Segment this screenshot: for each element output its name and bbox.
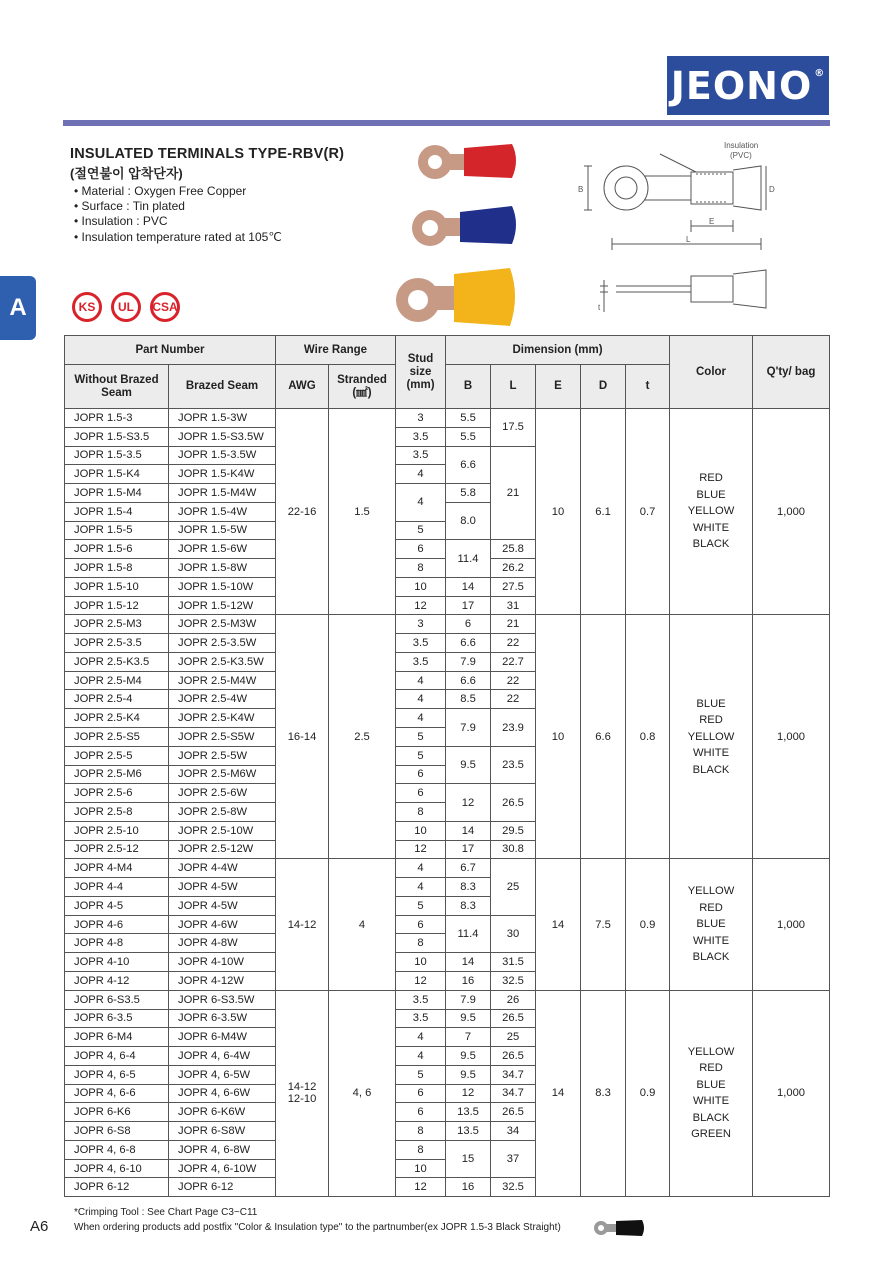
part-without-seam: JOPR 1.5-10 bbox=[65, 577, 169, 596]
ks-cert-icon: KS bbox=[72, 292, 102, 322]
stud-cell: 3.5 bbox=[396, 427, 446, 446]
header-dim-l: L bbox=[491, 365, 536, 409]
part-brazed-seam: JOPR 4-4W bbox=[169, 859, 276, 878]
part-without-seam: JOPR 6-S3.5 bbox=[65, 990, 169, 1009]
part-brazed-seam: JOPR 4-10W bbox=[169, 953, 276, 972]
spec-material: • Material : Oxygen Free Copper bbox=[74, 184, 282, 199]
dim-b-cell: 17 bbox=[446, 596, 491, 615]
dim-t-cell: 0.8 bbox=[626, 615, 670, 859]
part-without-seam: JOPR 6-3.5 bbox=[65, 1009, 169, 1028]
part-without-seam: JOPR 4-4 bbox=[65, 878, 169, 897]
color-option: BLACK bbox=[692, 763, 730, 776]
part-without-seam: JOPR 4-12 bbox=[65, 971, 169, 990]
part-without-seam: JOPR 1.5-12 bbox=[65, 596, 169, 615]
part-brazed-seam: JOPR 1.5-10W bbox=[169, 577, 276, 596]
color-option: BLACK bbox=[692, 1111, 730, 1124]
dim-b-cell: 11.4 bbox=[446, 915, 491, 953]
part-brazed-seam: JOPR 1.5-4W bbox=[169, 502, 276, 521]
dim-b-cell: 8.3 bbox=[446, 878, 491, 897]
dim-l-cell: 22 bbox=[491, 671, 536, 690]
part-without-seam: JOPR 4, 6-5 bbox=[65, 1065, 169, 1084]
dimension-drawing bbox=[576, 136, 786, 316]
stud-cell: 3 bbox=[396, 409, 446, 428]
dim-t-cell: 0.9 bbox=[626, 859, 670, 990]
header-dim-b: B bbox=[446, 365, 491, 409]
dim-t-cell: 0.9 bbox=[626, 990, 670, 1196]
color-option: BLUE bbox=[696, 1078, 726, 1091]
color-option: WHITE bbox=[692, 747, 730, 760]
part-brazed-seam: JOPR 4-6W bbox=[169, 915, 276, 934]
color-option: YELLOW bbox=[687, 505, 735, 518]
part-without-seam: JOPR 1.5-5 bbox=[65, 521, 169, 540]
header-stranded-unit: (㎟) bbox=[352, 386, 372, 399]
ul-cert-icon: UL bbox=[111, 292, 141, 322]
stranded-cell: 2.5 bbox=[329, 615, 396, 859]
part-without-seam: JOPR 2.5-8 bbox=[65, 803, 169, 822]
part-without-seam: JOPR 2.5-12 bbox=[65, 840, 169, 859]
part-without-seam: JOPR 2.5-3.5 bbox=[65, 634, 169, 653]
table-row bbox=[65, 859, 830, 878]
dim-b-cell: 9.5 bbox=[446, 1065, 491, 1084]
part-without-seam: JOPR 2.5-K4 bbox=[65, 709, 169, 728]
part-brazed-seam: JOPR 6-S8W bbox=[169, 1122, 276, 1141]
stud-cell: 3.5 bbox=[396, 446, 446, 465]
stud-cell: 4 bbox=[396, 878, 446, 897]
header-stud-size bbox=[396, 336, 446, 409]
dim-l-cell: 31 bbox=[491, 596, 536, 615]
part-without-seam: JOPR 2.5-M3 bbox=[65, 615, 169, 634]
product-title: INSULATED TERMINALS TYPE-RBV(R) bbox=[70, 146, 345, 162]
part-without-seam: JOPR 2.5-M4 bbox=[65, 671, 169, 690]
part-brazed-seam: JOPR 2.5-M4W bbox=[169, 671, 276, 690]
part-brazed-seam: JOPR 6-M4W bbox=[169, 1028, 276, 1047]
stud-cell: 4 bbox=[396, 465, 446, 484]
table-row bbox=[65, 409, 830, 428]
header-wire-range: Wire Range bbox=[276, 336, 396, 365]
color-option: BLUE bbox=[696, 488, 726, 501]
table-row bbox=[65, 615, 830, 634]
color-option: BLUE bbox=[696, 918, 726, 931]
color-option: RED bbox=[699, 714, 723, 727]
dim-b-cell: 7.9 bbox=[446, 652, 491, 671]
stranded-cell: 1.5 bbox=[329, 409, 396, 615]
header-without-brazed-seam: Without Brazed Seam bbox=[65, 365, 169, 409]
dim-l-cell: 26.5 bbox=[491, 1103, 536, 1122]
part-without-seam: JOPR 6-12 bbox=[65, 1178, 169, 1197]
part-brazed-seam: JOPR 2.5-6W bbox=[169, 784, 276, 803]
color-cell bbox=[670, 859, 753, 990]
part-without-seam: JOPR 4, 6-10 bbox=[65, 1159, 169, 1178]
dim-e-cell: 10 bbox=[536, 409, 581, 615]
stud-cell: 8 bbox=[396, 559, 446, 578]
header-color: Color bbox=[670, 336, 753, 409]
stud-cell: 10 bbox=[396, 1159, 446, 1178]
brand-name: JEONO bbox=[670, 63, 813, 108]
stud-cell: 6 bbox=[396, 1084, 446, 1103]
awg-value: 14-12 bbox=[287, 1081, 317, 1094]
spec-list bbox=[74, 184, 282, 245]
part-brazed-seam: JOPR 4, 6-5W bbox=[169, 1065, 276, 1084]
drawing-label-insulation: Insulation bbox=[724, 141, 759, 150]
dim-b-cell: 6.6 bbox=[446, 671, 491, 690]
dim-l-cell: 21 bbox=[491, 446, 536, 540]
part-without-seam: JOPR 4-10 bbox=[65, 953, 169, 972]
stud-cell: 10 bbox=[396, 821, 446, 840]
dim-l-cell: 37 bbox=[491, 1140, 536, 1178]
part-brazed-seam: JOPR 1.5-S3.5W bbox=[169, 427, 276, 446]
part-brazed-seam: JOPR 4-5W bbox=[169, 896, 276, 915]
dim-l-cell: 22 bbox=[491, 690, 536, 709]
dim-l-cell: 32.5 bbox=[491, 1178, 536, 1197]
dim-l-cell: 32.5 bbox=[491, 971, 536, 990]
dim-b-cell: 7.9 bbox=[446, 990, 491, 1009]
header-dim-t: t bbox=[626, 365, 670, 409]
dim-b-cell: 13.5 bbox=[446, 1122, 491, 1141]
stud-cell: 6 bbox=[396, 540, 446, 559]
part-without-seam: JOPR 2.5-4 bbox=[65, 690, 169, 709]
dim-b-cell: 16 bbox=[446, 971, 491, 990]
dim-l-cell: 25 bbox=[491, 859, 536, 915]
drawing-label-t: t bbox=[598, 303, 601, 312]
color-cell bbox=[670, 615, 753, 859]
dim-e-cell: 14 bbox=[536, 990, 581, 1196]
yellow-insulation-sleeve bbox=[454, 268, 515, 326]
dim-l-cell: 30 bbox=[491, 915, 536, 953]
dim-e-cell: 10 bbox=[536, 615, 581, 859]
awg-value-2: 12-10 bbox=[287, 1093, 317, 1106]
brand-logo bbox=[667, 56, 829, 115]
part-without-seam: JOPR 1.5-K4 bbox=[65, 465, 169, 484]
drawing-label-b: B bbox=[578, 185, 584, 194]
dim-l-cell: 30.8 bbox=[491, 840, 536, 859]
dim-l-cell: 26.5 bbox=[491, 1009, 536, 1028]
part-brazed-seam: JOPR 2.5-5W bbox=[169, 746, 276, 765]
part-without-seam: JOPR 2.5-6 bbox=[65, 784, 169, 803]
part-brazed-seam: JOPR 2.5-K4W bbox=[169, 709, 276, 728]
red-terminal-image bbox=[412, 140, 522, 195]
stud-cell: 12 bbox=[396, 840, 446, 859]
dim-l-cell: 29.5 bbox=[491, 821, 536, 840]
product-subtitle: (절연불이 압착단자) bbox=[70, 166, 183, 181]
stud-cell: 5 bbox=[396, 521, 446, 540]
part-without-seam: JOPR 2.5-K3.5 bbox=[65, 652, 169, 671]
stud-cell: 8 bbox=[396, 803, 446, 822]
part-without-seam: JOPR 2.5-S5 bbox=[65, 728, 169, 747]
dim-l-cell: 34.7 bbox=[491, 1065, 536, 1084]
dim-d-cell: 7.5 bbox=[581, 859, 626, 990]
part-brazed-seam: JOPR 6-S3.5W bbox=[169, 990, 276, 1009]
color-option: RED bbox=[699, 1062, 723, 1075]
stud-cell: 4 bbox=[396, 690, 446, 709]
part-without-seam: JOPR 6-S8 bbox=[65, 1122, 169, 1141]
header-dimension: Dimension (mm) bbox=[446, 336, 670, 365]
part-brazed-seam: JOPR 4-12W bbox=[169, 971, 276, 990]
header-dim-d: D bbox=[581, 365, 626, 409]
part-brazed-seam: JOPR 2.5-M3W bbox=[169, 615, 276, 634]
dim-b-cell: 13.5 bbox=[446, 1103, 491, 1122]
part-without-seam: JOPR 6-K6 bbox=[65, 1103, 169, 1122]
stud-cell: 6 bbox=[396, 784, 446, 803]
dim-l-cell: 25 bbox=[491, 1028, 536, 1047]
stud-cell: 6 bbox=[396, 765, 446, 784]
dim-b-cell: 7.9 bbox=[446, 709, 491, 747]
part-brazed-seam: JOPR 4, 6-10W bbox=[169, 1159, 276, 1178]
part-brazed-seam: JOPR 2.5-3.5W bbox=[169, 634, 276, 653]
dim-b-cell: 14 bbox=[446, 821, 491, 840]
stud-cell: 4 bbox=[396, 484, 446, 522]
stud-cell: 3 bbox=[396, 615, 446, 634]
part-brazed-seam: JOPR 1.5-5W bbox=[169, 521, 276, 540]
header-qty: Q'ty/ bag bbox=[753, 336, 830, 409]
spec-table bbox=[64, 335, 830, 1197]
dim-b-cell: 6 bbox=[446, 615, 491, 634]
color-option: BLACK bbox=[692, 951, 730, 964]
part-brazed-seam: JOPR 4, 6-8W bbox=[169, 1140, 276, 1159]
part-without-seam: JOPR 4, 6-6 bbox=[65, 1084, 169, 1103]
registered-mark: ® bbox=[814, 68, 826, 79]
part-without-seam: JOPR 4-5 bbox=[65, 896, 169, 915]
dim-b-cell: 7 bbox=[446, 1028, 491, 1047]
dim-l-cell: 21 bbox=[491, 615, 536, 634]
stranded-cell: 4, 6 bbox=[329, 990, 396, 1196]
dim-b-cell: 9.5 bbox=[446, 1047, 491, 1066]
spec-surface: • Surface : Tin plated bbox=[74, 199, 282, 214]
dim-l-cell: 26.2 bbox=[491, 559, 536, 578]
header-stud-label: Stud size bbox=[407, 352, 434, 378]
part-brazed-seam: JOPR 1.5-12W bbox=[169, 596, 276, 615]
dim-b-cell: 14 bbox=[446, 953, 491, 972]
stud-cell: 10 bbox=[396, 953, 446, 972]
color-option: WHITE bbox=[692, 1095, 730, 1108]
spec-temperature: • Insulation temperature rated at 105℃ bbox=[74, 230, 282, 245]
part-brazed-seam: JOPR 1.5-8W bbox=[169, 559, 276, 578]
part-brazed-seam: JOPR 2.5-10W bbox=[169, 821, 276, 840]
part-without-seam: JOPR 2.5-5 bbox=[65, 746, 169, 765]
dim-b-cell: 8.0 bbox=[446, 502, 491, 540]
stud-cell: 5 bbox=[396, 896, 446, 915]
awg-cell bbox=[276, 990, 329, 1196]
dim-l-cell: 34 bbox=[491, 1122, 536, 1141]
stud-cell: 8 bbox=[396, 1122, 446, 1141]
part-brazed-seam: JOPR 1.5-3.5W bbox=[169, 446, 276, 465]
red-insulation-sleeve bbox=[464, 144, 516, 178]
header-stranded bbox=[329, 365, 396, 409]
header-stud-unit: (mm) bbox=[406, 378, 435, 391]
spec-insulation: • Insulation : PVC bbox=[74, 214, 282, 229]
dim-b-cell: 6.7 bbox=[446, 859, 491, 878]
part-without-seam: JOPR 4-M4 bbox=[65, 859, 169, 878]
qty-cell: 1,000 bbox=[753, 615, 830, 859]
part-without-seam: JOPR 1.5-6 bbox=[65, 540, 169, 559]
header-part-number: Part Number bbox=[65, 336, 276, 365]
stranded-cell: 4 bbox=[329, 859, 396, 990]
stud-cell: 3.5 bbox=[396, 634, 446, 653]
section-tab[interactable]: A bbox=[0, 276, 36, 340]
dim-b-cell: 8.3 bbox=[446, 896, 491, 915]
color-option: YELLOW bbox=[687, 730, 735, 743]
part-brazed-seam: JOPR 1.5-3W bbox=[169, 409, 276, 428]
part-brazed-seam: JOPR 4, 6-4W bbox=[169, 1047, 276, 1066]
dim-l-cell: 34.7 bbox=[491, 1084, 536, 1103]
header-rule bbox=[63, 120, 830, 126]
dim-b-cell: 9.5 bbox=[446, 1009, 491, 1028]
dim-t-cell: 0.7 bbox=[626, 409, 670, 615]
stud-cell: 5 bbox=[396, 1065, 446, 1084]
dim-b-cell: 11.4 bbox=[446, 540, 491, 578]
stud-cell: 4 bbox=[396, 1047, 446, 1066]
stud-cell: 6 bbox=[396, 1103, 446, 1122]
stud-cell: 3.5 bbox=[396, 652, 446, 671]
color-option: YELLOW bbox=[687, 1045, 735, 1058]
drawing-label-l: L bbox=[686, 235, 691, 244]
dim-l-cell: 31.5 bbox=[491, 953, 536, 972]
stud-cell: 8 bbox=[396, 1140, 446, 1159]
stud-cell: 5 bbox=[396, 746, 446, 765]
qty-cell: 1,000 bbox=[753, 409, 830, 615]
color-option: BLUE bbox=[696, 697, 726, 710]
part-brazed-seam: JOPR 2.5-K3.5W bbox=[169, 652, 276, 671]
color-option: RED bbox=[699, 901, 723, 914]
dim-b-cell: 16 bbox=[446, 1178, 491, 1197]
stud-cell: 5 bbox=[396, 728, 446, 747]
part-brazed-seam: JOPR 2.5-M6W bbox=[169, 765, 276, 784]
drawing-label-insulation-sub: (PVC) bbox=[730, 151, 752, 160]
color-option: WHITE bbox=[692, 934, 730, 947]
dim-d-cell: 8.3 bbox=[581, 990, 626, 1196]
part-brazed-seam: JOPR 4, 6-6W bbox=[169, 1084, 276, 1103]
part-brazed-seam: JOPR 2.5-4W bbox=[169, 690, 276, 709]
ordering-footnote: When ordering products add postfix "Color & Insulation type" to the partnumber(ex JOPR 1.5-3 Black Straight) bbox=[74, 1222, 561, 1233]
part-without-seam: JOPR 1.5-3 bbox=[65, 409, 169, 428]
part-brazed-seam: JOPR 4-5W bbox=[169, 878, 276, 897]
stud-cell: 10 bbox=[396, 577, 446, 596]
dim-b-cell: 17 bbox=[446, 840, 491, 859]
dim-d-cell: 6.1 bbox=[581, 409, 626, 615]
dim-l-cell: 25.8 bbox=[491, 540, 536, 559]
part-without-seam: JOPR 1.5-S3.5 bbox=[65, 427, 169, 446]
part-without-seam: JOPR 1.5-3.5 bbox=[65, 446, 169, 465]
awg-cell: 16-14 bbox=[276, 615, 329, 859]
dim-b-cell: 12 bbox=[446, 1084, 491, 1103]
black-terminal-icon bbox=[592, 1218, 646, 1238]
header-awg: AWG bbox=[276, 365, 329, 409]
yellow-terminal-image bbox=[392, 264, 522, 336]
stud-cell: 4 bbox=[396, 859, 446, 878]
certification-marks bbox=[72, 292, 180, 322]
dim-l-cell: 26 bbox=[491, 990, 536, 1009]
dim-l-cell: 22.7 bbox=[491, 652, 536, 671]
header-brazed-seam: Brazed Seam bbox=[169, 365, 276, 409]
table-row bbox=[65, 990, 830, 1009]
stud-cell: 12 bbox=[396, 971, 446, 990]
dim-l-cell: 22 bbox=[491, 634, 536, 653]
part-brazed-seam: JOPR 2.5-S5W bbox=[169, 728, 276, 747]
crimping-footnote: *Crimping Tool : See Chart Page C3~C11 bbox=[74, 1207, 258, 1218]
part-brazed-seam: JOPR 2.5-12W bbox=[169, 840, 276, 859]
stud-cell: 12 bbox=[396, 596, 446, 615]
qty-cell: 1,000 bbox=[753, 990, 830, 1196]
dim-l-cell: 23.9 bbox=[491, 709, 536, 747]
stud-cell: 4 bbox=[396, 709, 446, 728]
dim-d-cell: 6.6 bbox=[581, 615, 626, 859]
awg-cell: 22-16 bbox=[276, 409, 329, 615]
dim-l-cell: 26.5 bbox=[491, 784, 536, 822]
dim-l-cell: 27.5 bbox=[491, 577, 536, 596]
dim-b-cell: 15 bbox=[446, 1140, 491, 1178]
blue-insulation-sleeve bbox=[460, 206, 516, 244]
color-option: BLACK bbox=[692, 538, 730, 551]
part-without-seam: JOPR 6-M4 bbox=[65, 1028, 169, 1047]
part-brazed-seam: JOPR 1.5-K4W bbox=[169, 465, 276, 484]
stud-cell: 8 bbox=[396, 934, 446, 953]
dim-b-cell: 14 bbox=[446, 577, 491, 596]
part-without-seam: JOPR 1.5-8 bbox=[65, 559, 169, 578]
part-brazed-seam: JOPR 6-3.5W bbox=[169, 1009, 276, 1028]
stud-cell: 4 bbox=[396, 671, 446, 690]
dim-b-cell: 5.8 bbox=[446, 484, 491, 503]
dim-b-cell: 5.5 bbox=[446, 427, 491, 446]
csa-cert-icon: CSA bbox=[150, 292, 180, 322]
part-brazed-seam: JOPR 6-12 bbox=[169, 1178, 276, 1197]
dim-e-cell: 14 bbox=[536, 859, 581, 990]
awg-cell: 14-12 bbox=[276, 859, 329, 990]
part-without-seam: JOPR 2.5-10 bbox=[65, 821, 169, 840]
stud-cell: 4 bbox=[396, 1028, 446, 1047]
drawing-label-e: E bbox=[709, 217, 715, 226]
stud-cell: 12 bbox=[396, 1178, 446, 1197]
part-brazed-seam: JOPR 4-8W bbox=[169, 934, 276, 953]
dim-b-cell: 6.6 bbox=[446, 446, 491, 484]
dim-l-cell: 17.5 bbox=[491, 409, 536, 447]
part-without-seam: JOPR 4, 6-4 bbox=[65, 1047, 169, 1066]
color-option: RED bbox=[699, 472, 723, 485]
qty-cell: 1,000 bbox=[753, 859, 830, 990]
dim-b-cell: 6.6 bbox=[446, 634, 491, 653]
part-without-seam: JOPR 2.5-M6 bbox=[65, 765, 169, 784]
drawing-label-d: D bbox=[769, 185, 775, 194]
part-without-seam: JOPR 1.5-M4 bbox=[65, 484, 169, 503]
dim-b-cell: 8.5 bbox=[446, 690, 491, 709]
blue-terminal-image bbox=[406, 200, 522, 258]
header-stranded-label: Stranded bbox=[337, 373, 387, 386]
dim-b-cell: 9.5 bbox=[446, 746, 491, 784]
part-without-seam: JOPR 1.5-4 bbox=[65, 502, 169, 521]
part-brazed-seam: JOPR 6-K6W bbox=[169, 1103, 276, 1122]
stud-cell: 3.5 bbox=[396, 1009, 446, 1028]
page-number: A6 bbox=[30, 1218, 49, 1235]
color-option: GREEN bbox=[691, 1128, 731, 1141]
part-brazed-seam: JOPR 2.5-8W bbox=[169, 803, 276, 822]
part-brazed-seam: JOPR 1.5-M4W bbox=[169, 484, 276, 503]
part-brazed-seam: JOPR 1.5-6W bbox=[169, 540, 276, 559]
dim-l-cell: 23.5 bbox=[491, 746, 536, 784]
color-cell bbox=[670, 990, 753, 1196]
part-without-seam: JOPR 4-8 bbox=[65, 934, 169, 953]
color-option: YELLOW bbox=[687, 885, 735, 898]
stud-cell: 6 bbox=[396, 915, 446, 934]
dim-l-cell: 26.5 bbox=[491, 1047, 536, 1066]
color-cell bbox=[670, 409, 753, 615]
dim-b-cell: 12 bbox=[446, 784, 491, 822]
dim-b-cell: 5.5 bbox=[446, 409, 491, 428]
stud-cell: 3.5 bbox=[396, 990, 446, 1009]
color-option: WHITE bbox=[692, 521, 730, 534]
part-without-seam: JOPR 4, 6-8 bbox=[65, 1140, 169, 1159]
part-without-seam: JOPR 4-6 bbox=[65, 915, 169, 934]
header-dim-e: E bbox=[536, 365, 581, 409]
